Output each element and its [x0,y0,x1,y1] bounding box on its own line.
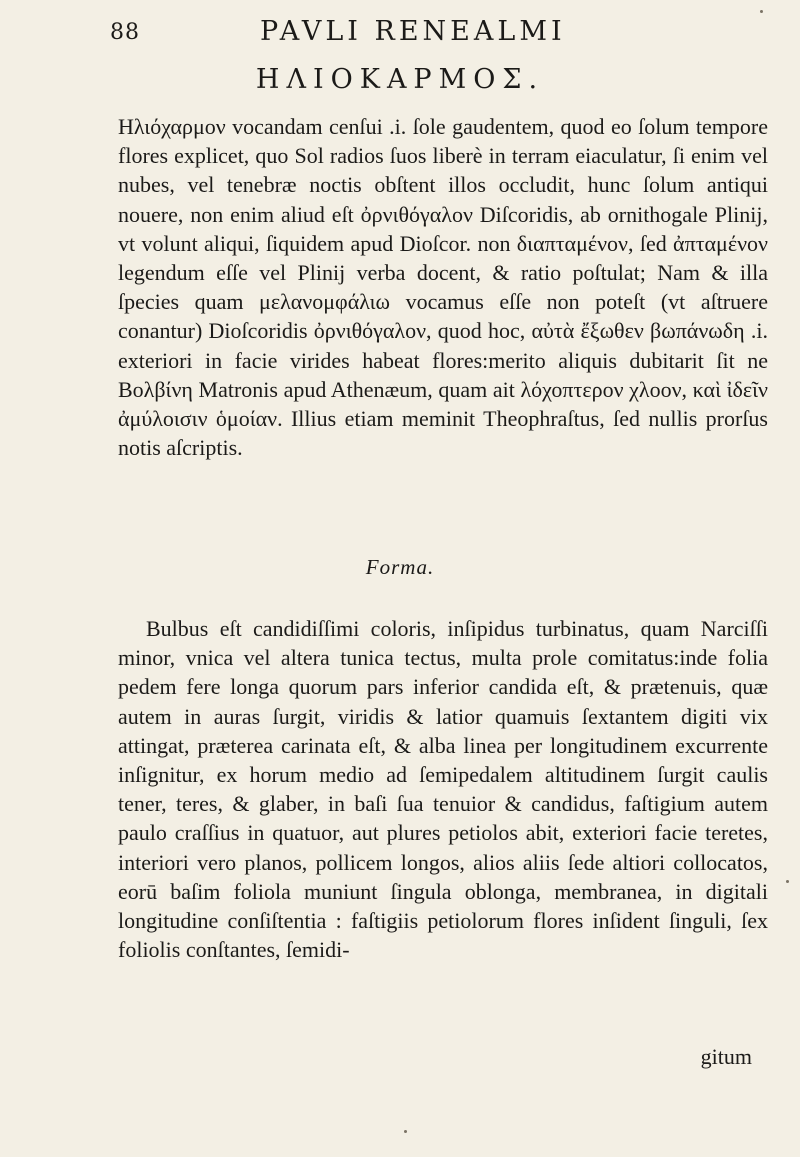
running-head-author: PAVLI RENEALMI [260,16,566,47]
catchword: gitum [700,1044,752,1069]
section-heading-forma: Forma. [365,555,435,579]
paper-speck [760,10,763,13]
paper-speck [786,880,789,883]
chapter-title: ΗΛΙΟΚΑΡΜΟΣ. [255,64,545,95]
paper-speck [404,1130,407,1133]
forma-paragraph: Bulbus eſt candidiſſimi coloris, inſipidus turbinatus, quam Narciſſi minor, vnica vel altera tunica tectus, multa prole comitatus:inde folia pedem fere longa quorum pars inferior candida eſt, & prætenuis, quæ autem in auras ſurgit, viridis & latior quamuis ſextantem digiti vix attingat, præterea carinata eſt, & alba linea per longitudinem excurrente inſignitur, ex horum medio ad ſemipedalem altitudinem ſurgit caulis tener, teres, & glaber, in baſi ſua tenuior & candidus, faſtigium autem paulo craſſius in quatuor, aut plures petiolos abit, exteriori facie teretes, interiori vero planos, pollicem longos, alios aliis ſede altiori collocatos, eorū baſim foliola muniunt ſingula oblonga, membranea, in digitali longitudine conſiſtentia : faſtigiis petiolorum flores inſident ſinguli, ſex foliolis conſtantes, ſemidi- [118,616,768,963]
running-head [110,14,760,54]
page-number: 88 [110,20,140,45]
intro-paragraph: Ηλιόχαρμον vocandam cenſui .i. ſole gaudentem, quod eo ſolum tempore flores explicet, quo Sol radios ſuos liberè in terram eiaculatur, ſi enim vel nubes, vel tenebræ noctis obſtent illos occludit, hunc ſolum antiqui nouere, non enim aliud eſt ὀρνιθόγαλον Diſcoridis, ab ornithogale Plinij, vt volunt aliqui, ſiquidem apud Dioſcor. non διαπταμένον, ſed ἀπταμένον legendum eſſe vel Plinij verba docent, & ratio poſtulat; Nam & illa ſpecies quam μελανομφάλιω vocamus eſſe non poteſt (vt aſtruere conantur) Dioſcoridis ὀρνιθόγαλον, quod hoc, αὐτὰ ἔξωθεν βωπάνωδη .i. exteriori in facie virides habeat flores:merito aliquis dubitarit ſit ne Βολβίνη Matronis apud Athenæum, quam ait λόχοπτερον χλοον, καὶ ἰδεῖν ἀμύλοισιν ὁμοίαν. Illius etiam meminit Theophraſtus, ſed nullis prorſus notis aſcriptis. [118,114,768,461]
